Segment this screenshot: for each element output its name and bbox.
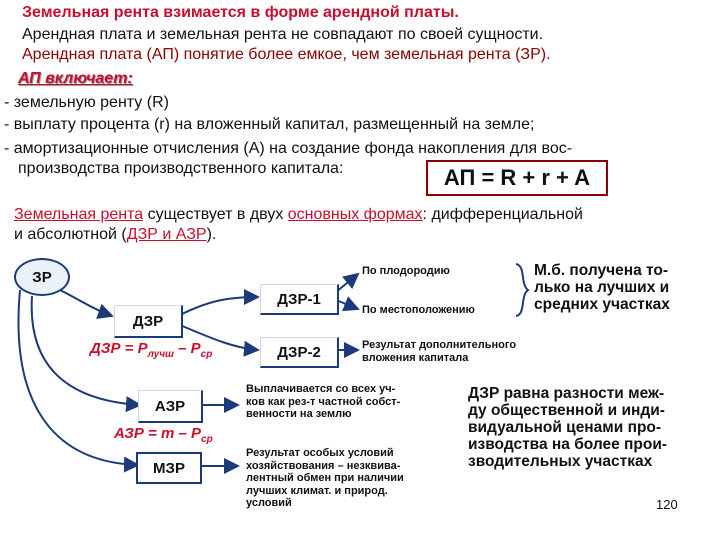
azr-formula-main: АЗР = m – P	[114, 425, 202, 442]
arrow-dzr1-location	[336, 300, 358, 309]
dzr1-node	[260, 284, 339, 315]
arrow-dzr1-fertility	[336, 274, 358, 292]
dzr2-label: ДЗР-2	[277, 343, 321, 361]
azr-label: АЗР	[154, 397, 186, 415]
dzr-node	[114, 305, 183, 338]
dzr-formula-mid: – P	[173, 340, 201, 357]
mzr-label: МЗР	[153, 459, 185, 477]
dzr-formula	[90, 340, 212, 360]
list-item-rent: - земельную ренту (R)	[4, 94, 169, 111]
arrow-zr-dzr	[60, 290, 112, 316]
dzr-equals-note	[468, 385, 667, 470]
dzr-equals-line-3: видуальной ценами про-	[468, 419, 662, 436]
list-item-amortization: - амортизационные отчисления (А) на создание фонда накопления для вос-	[4, 140, 573, 157]
dzr-equals-line-4: изводства на более прои-	[468, 436, 668, 453]
mb-received-note	[534, 262, 670, 313]
mb-received-line-1: М.б. получена то-	[534, 262, 669, 279]
mzr-desc-line-2: хозяйствования – незквива-	[246, 459, 401, 472]
intro-line-2: Арендная плата и земельная рента не совпадают по своей сущности.	[22, 26, 544, 43]
forms-rent-term: Земельная рента	[14, 206, 144, 223]
brace-icon	[516, 264, 528, 316]
forms-text-a: существует в двух	[143, 206, 288, 223]
list-item-amortization-cont: производства производственного капитала:	[18, 160, 344, 177]
zr-node	[14, 258, 70, 296]
dzr2-description	[362, 339, 516, 364]
arrow-dzr-dzr1	[180, 297, 258, 315]
dzr2-desc-line-2: вложения капитала	[362, 351, 469, 364]
page-number: 120	[656, 497, 678, 512]
list-item-interest: - выплату процента (r) на вложенный капитал, размещенный на земле;	[4, 116, 535, 133]
azr-formula	[114, 425, 213, 445]
mzr-node	[136, 452, 202, 484]
ap-includes-heading: АП включает:	[18, 70, 133, 87]
mzr-desc-line-1: Результат особых условий	[246, 447, 394, 459]
mzr-desc-line-4: лучших климат. и природ.	[246, 484, 388, 497]
azr-desc-line-2: ков как рез-т частной собст-	[246, 395, 401, 408]
mb-received-line-2: лько на лучших и	[534, 279, 670, 296]
azr-desc-line-1: Выплачивается со всех уч-	[246, 383, 396, 395]
azr-formula-sub-avg: ср	[201, 434, 213, 445]
azr-desc-line-3: венности на землю	[246, 408, 352, 420]
dzr-label: ДЗР	[132, 312, 164, 330]
mb-received-line-3: средних участках	[534, 296, 670, 313]
forms-main-forms-term: основных формах	[287, 206, 423, 223]
dzr-equals-line-5: зводительных участках	[468, 453, 653, 470]
dzr1-label: ДЗР-1	[277, 290, 321, 308]
dzr-formula-sub-avg: ср	[200, 349, 213, 360]
dzr2-desc-line-1: Результат дополнительного	[362, 339, 517, 351]
azr-description	[246, 383, 400, 421]
forms-text-c: и абсолютной (	[14, 226, 127, 243]
mzr-desc-line-5: условий	[246, 497, 292, 509]
forms-dzr-azr-term: ДЗР и АЗР	[126, 226, 207, 243]
mzr-description	[246, 447, 404, 510]
forms-text-b: : дифференциальной	[422, 206, 583, 223]
dzr-equals-line-1: ДЗР равна разности меж-	[468, 385, 665, 402]
dzr-formula-main: ДЗР = P	[90, 340, 148, 357]
azr-node	[138, 390, 203, 423]
dzr-equals-line-2: ду общественной и инди-	[468, 402, 665, 419]
formula-text: АП = R + r + A	[443, 165, 591, 190]
dzr-formula-sub-best: лучш	[147, 349, 174, 360]
forms-text-d: ).	[206, 226, 217, 243]
by-fertility-label: По плодородию	[362, 265, 450, 277]
mzr-desc-line-3: лентный обмен при наличии	[246, 472, 404, 484]
intro-line-1: Земельная рента взимается в форме арендной платы.	[22, 4, 459, 21]
intro-line-3: Арендная плата (АП) понятие более емкое, чем земельная рента (ЗР).	[22, 46, 551, 63]
by-location-label: По местоположению	[362, 304, 475, 316]
zr-label: ЗР	[32, 268, 52, 286]
dzr2-node	[260, 337, 339, 368]
